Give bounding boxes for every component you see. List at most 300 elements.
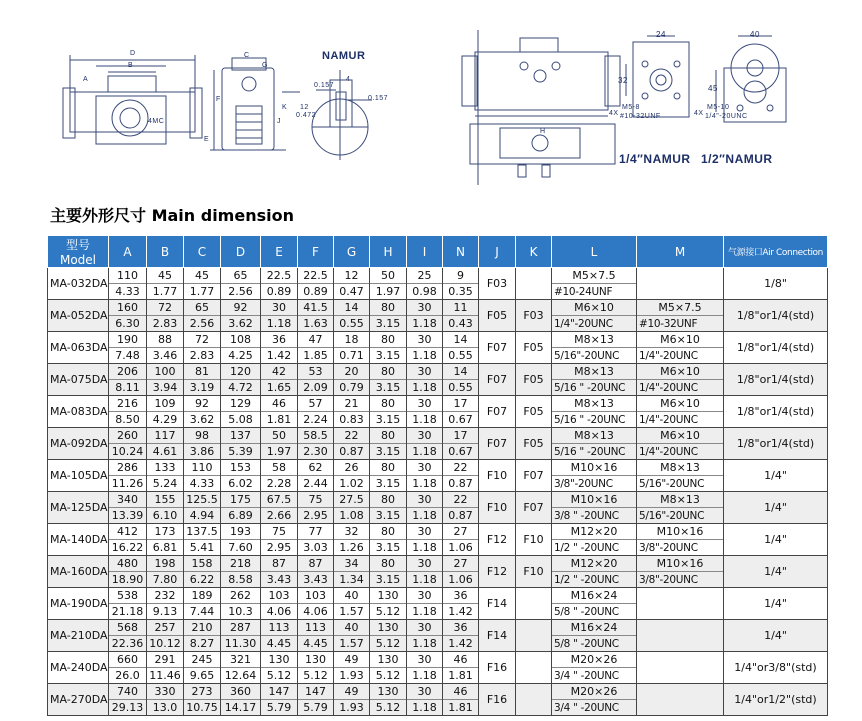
table-row: [48, 588, 828, 604]
mm-value-cell: 75: [261, 524, 298, 540]
mm-value-cell: 20: [334, 364, 370, 380]
dim-j: J: [277, 118, 281, 125]
k-cell: F05: [516, 364, 552, 396]
inch-value-cell: 0.47: [334, 284, 370, 300]
mm-value-cell: 160: [109, 300, 147, 316]
mm-value-cell: 137: [221, 428, 261, 444]
inch-value-cell: 10.75: [184, 700, 221, 716]
mm-value-cell: 740: [109, 684, 147, 700]
inch-value-cell: 10.3: [221, 604, 261, 620]
mm-value-cell: 30: [407, 652, 443, 668]
mm-value-cell: 57: [298, 396, 334, 412]
inch-value-cell: 4.72: [221, 380, 261, 396]
dim-f: F: [216, 96, 221, 103]
header-air-connection: 气源接口Air Connection: [724, 236, 828, 268]
inch-value-cell: 4.33: [109, 284, 147, 300]
mm-value-cell: 46: [443, 652, 479, 668]
l-imperial-cell: 3/8 " -20UNC: [552, 508, 637, 524]
mm-value-cell: 14: [334, 300, 370, 316]
inch-value-cell: 1.18: [407, 572, 443, 588]
inch-value-cell: 5.12: [298, 668, 334, 684]
inch-value-cell: 21.18: [109, 604, 147, 620]
dimension-table: [47, 235, 828, 716]
mm-value-cell: 130: [298, 652, 334, 668]
air-cell: 1/4"or3/8"(std): [724, 652, 828, 684]
l-imperial-cell: 5/16"-20UNC: [552, 348, 637, 364]
mm-value-cell: 25: [407, 268, 443, 284]
table-row: [48, 460, 828, 476]
k-cell: F05: [516, 332, 552, 364]
m-imperial-cell: 1/4"-20UNC: [637, 444, 724, 460]
technical-drawings: [0, 0, 862, 195]
mm-value-cell: 87: [298, 556, 334, 572]
mm-value-cell: 291: [147, 652, 184, 668]
inch-value-cell: 2.44: [298, 476, 334, 492]
inch-value-cell: 29.13: [109, 700, 147, 716]
inch-value-cell: 4.61: [147, 444, 184, 460]
inch-value-cell: 1.93: [334, 700, 370, 716]
dim-0157b: 0.157: [368, 95, 389, 102]
m-imperial-cell: 5/16"-20UNC: [637, 476, 724, 492]
mm-value-cell: 36: [261, 332, 298, 348]
mm-value-cell: 130: [261, 652, 298, 668]
mm-value-cell: 41.5: [298, 300, 334, 316]
dim-4mc: 4MC: [148, 118, 165, 125]
mm-value-cell: 210: [184, 620, 221, 636]
air-cell: 1/4"or1/2"(std): [724, 684, 828, 716]
j-cell: F10: [479, 460, 516, 492]
mm-value-cell: 50: [261, 428, 298, 444]
air-cell: 1/8"or1/4(std): [724, 300, 828, 332]
inch-value-cell: 1.81: [443, 668, 479, 684]
m-imperial-cell: 1/4"-20UNC: [637, 348, 724, 364]
half-namur-label: 1/2″NAMUR: [701, 152, 773, 166]
inch-value-cell: 5.12: [370, 636, 407, 652]
k-cell: [516, 684, 552, 716]
table-header-row: [48, 236, 828, 268]
table-row-inch: [48, 572, 828, 588]
l-imperial-cell: 3/8"-20UNC: [552, 476, 637, 492]
table-row: [48, 396, 828, 412]
mm-value-cell: 113: [261, 620, 298, 636]
inch-value-cell: 4.06: [298, 604, 334, 620]
inch-value-cell: 0.55: [443, 380, 479, 396]
inch-value-cell: 6.89: [221, 508, 261, 524]
l-metric-cell: M20×26: [552, 684, 637, 700]
mm-value-cell: 21: [334, 396, 370, 412]
mm-value-cell: 137.5: [184, 524, 221, 540]
k-cell: F10: [516, 524, 552, 556]
inch-value-cell: 1.81: [443, 700, 479, 716]
k-cell: F07: [516, 492, 552, 524]
inch-value-cell: 3.15: [370, 444, 407, 460]
mm-value-cell: 321: [221, 652, 261, 668]
inch-value-cell: 0.67: [443, 444, 479, 460]
m-imperial-cell: 1/4"-20UNC: [637, 380, 724, 396]
inch-value-cell: 0.89: [261, 284, 298, 300]
model-cell: MA-270DA: [48, 684, 109, 716]
l-metric-cell: M8×13: [552, 332, 637, 348]
m-cell: [637, 268, 724, 300]
m-metric-cell: M5×7.5: [637, 300, 724, 316]
inch-value-cell: 0.55: [334, 316, 370, 332]
header-model: 型号Model: [48, 236, 109, 268]
mm-value-cell: 108: [221, 332, 261, 348]
mm-value-cell: 273: [184, 684, 221, 700]
inch-value-cell: 0.71: [334, 348, 370, 364]
mm-value-cell: 47: [298, 332, 334, 348]
l-imperial-cell: 5/16 " -20UNC: [552, 444, 637, 460]
inch-value-cell: 8.58: [221, 572, 261, 588]
inch-value-cell: 14.17: [221, 700, 261, 716]
inch-value-cell: 6.02: [221, 476, 261, 492]
table-row-inch: [48, 412, 828, 428]
inch-value-cell: 26.0: [109, 668, 147, 684]
mm-value-cell: 206: [109, 364, 147, 380]
mm-value-cell: 92: [221, 300, 261, 316]
inch-value-cell: 2.56: [221, 284, 261, 300]
header-d: D: [221, 236, 261, 268]
mm-value-cell: 80: [370, 364, 407, 380]
mm-value-cell: 109: [147, 396, 184, 412]
mm-value-cell: 30: [407, 460, 443, 476]
inch-value-cell: 8.11: [109, 380, 147, 396]
j-cell: F07: [479, 364, 516, 396]
mm-value-cell: 14: [443, 332, 479, 348]
mm-value-cell: 49: [334, 652, 370, 668]
mm-value-cell: 330: [147, 684, 184, 700]
mm-value-cell: 40: [334, 620, 370, 636]
inch-value-cell: 4.29: [147, 412, 184, 428]
k-cell: F05: [516, 428, 552, 460]
model-cell: MA-240DA: [48, 652, 109, 684]
table-row: [48, 524, 828, 540]
dim-0472: 0.472: [296, 112, 317, 119]
inch-value-cell: 10.12: [147, 636, 184, 652]
mm-value-cell: 80: [370, 524, 407, 540]
header-n: N: [443, 236, 479, 268]
inch-value-cell: 3.15: [370, 508, 407, 524]
j-cell: F07: [479, 332, 516, 364]
inch-value-cell: 1.57: [334, 604, 370, 620]
mm-value-cell: 34: [334, 556, 370, 572]
table-row: [48, 300, 828, 316]
mm-value-cell: 113: [298, 620, 334, 636]
inch-value-cell: 3.62: [221, 316, 261, 332]
dim-e: E: [204, 136, 210, 143]
mm-value-cell: 158: [184, 556, 221, 572]
k-cell: F07: [516, 460, 552, 492]
mm-value-cell: 80: [370, 556, 407, 572]
inch-value-cell: 1.18: [407, 540, 443, 556]
inch-value-cell: 2.30: [298, 444, 334, 460]
mm-value-cell: 30: [407, 428, 443, 444]
model-cell: MA-032DA: [48, 268, 109, 300]
header-m: M: [637, 236, 724, 268]
inch-value-cell: 6.22: [184, 572, 221, 588]
mm-value-cell: 30: [407, 364, 443, 380]
inch-value-cell: 2.24: [298, 412, 334, 428]
inch-value-cell: 13.0: [147, 700, 184, 716]
mm-value-cell: 30: [407, 396, 443, 412]
inch-value-cell: 11.30: [221, 636, 261, 652]
dim-b: B: [128, 62, 134, 69]
inch-value-cell: 3.15: [370, 380, 407, 396]
m-metric-cell: M6×10: [637, 428, 724, 444]
inch-value-cell: 1.18: [407, 604, 443, 620]
m-imperial-cell: 3/8"-20UNC: [637, 540, 724, 556]
l-metric-cell: M16×24: [552, 588, 637, 604]
inch-value-cell: 1.34: [334, 572, 370, 588]
dim-a: A: [83, 76, 89, 83]
inch-value-cell: 0.79: [334, 380, 370, 396]
m-cell: [637, 620, 724, 652]
mm-value-cell: 340: [109, 492, 147, 508]
mm-value-cell: 12: [334, 268, 370, 284]
dim-d: D: [130, 50, 136, 57]
j-cell: F10: [479, 492, 516, 524]
mm-value-cell: 80: [370, 428, 407, 444]
model-cell: MA-052DA: [48, 300, 109, 332]
k-cell: [516, 652, 552, 684]
inch-value-cell: 0.67: [443, 412, 479, 428]
model-cell: MA-125DA: [48, 492, 109, 524]
inch-value-cell: 12.64: [221, 668, 261, 684]
inch-value-cell: 3.43: [298, 572, 334, 588]
mm-value-cell: 153: [221, 460, 261, 476]
mm-value-cell: 45: [147, 268, 184, 284]
j-cell: F03: [479, 268, 516, 300]
j-cell: F14: [479, 620, 516, 652]
l-metric-cell: M10×16: [552, 492, 637, 508]
table-row: [48, 492, 828, 508]
m-metric-cell: M6×10: [637, 396, 724, 412]
k-cell: F03: [516, 300, 552, 332]
inch-value-cell: 1.77: [147, 284, 184, 300]
inch-value-cell: 5.39: [221, 444, 261, 460]
mm-value-cell: 67.5: [261, 492, 298, 508]
inch-value-cell: 2.83: [184, 348, 221, 364]
inch-value-cell: 18.90: [109, 572, 147, 588]
inch-value-cell: 1.97: [370, 284, 407, 300]
l-metric-cell: M8×13: [552, 364, 637, 380]
inch-value-cell: 0.87: [443, 508, 479, 524]
j-cell: F07: [479, 428, 516, 460]
mm-value-cell: 98: [184, 428, 221, 444]
dim-40: 40: [750, 30, 760, 39]
inch-value-cell: 3.19: [184, 380, 221, 396]
inch-value-cell: 1.18: [407, 700, 443, 716]
inch-value-cell: 10.24: [109, 444, 147, 460]
table-row-inch: [48, 348, 828, 364]
m-cell: [637, 652, 724, 684]
mm-value-cell: 286: [109, 460, 147, 476]
l-metric-cell: M10×16: [552, 460, 637, 476]
mm-value-cell: 147: [261, 684, 298, 700]
inch-value-cell: 7.44: [184, 604, 221, 620]
inch-value-cell: 3.62: [184, 412, 221, 428]
header-k: K: [516, 236, 552, 268]
l-metric-cell: M6×10: [552, 300, 637, 316]
dim-k: K: [282, 104, 288, 111]
inch-value-cell: 9.65: [184, 668, 221, 684]
mm-value-cell: 22.5: [298, 268, 334, 284]
mm-value-cell: 538: [109, 588, 147, 604]
mm-value-cell: 22.5: [261, 268, 298, 284]
inch-value-cell: 1.63: [298, 316, 334, 332]
inch-value-cell: 4.45: [298, 636, 334, 652]
table-row: [48, 428, 828, 444]
mm-value-cell: 26: [334, 460, 370, 476]
mm-value-cell: 30: [407, 524, 443, 540]
inch-value-cell: 11.26: [109, 476, 147, 492]
mm-value-cell: 27: [443, 524, 479, 540]
m-metric-cell: M8×13: [637, 492, 724, 508]
m-metric-cell: M6×10: [637, 364, 724, 380]
k-cell: [516, 268, 552, 300]
inch-value-cell: 1.18: [407, 508, 443, 524]
air-cell: 1/8": [724, 268, 828, 300]
inch-value-cell: 3.15: [370, 348, 407, 364]
mm-value-cell: 77: [298, 524, 334, 540]
dim-h: H: [540, 128, 546, 135]
inch-value-cell: 1.77: [184, 284, 221, 300]
inch-value-cell: 5.12: [370, 604, 407, 620]
inch-value-cell: 0.98: [407, 284, 443, 300]
mm-value-cell: 50: [370, 268, 407, 284]
mm-value-cell: 14: [443, 364, 479, 380]
mm-value-cell: 53: [298, 364, 334, 380]
inch-value-cell: 0.43: [443, 316, 479, 332]
mm-value-cell: 155: [147, 492, 184, 508]
dim-32: 32: [618, 76, 628, 85]
mm-value-cell: 257: [147, 620, 184, 636]
header-f: F: [298, 236, 334, 268]
dim-c: C: [244, 52, 250, 59]
inch-value-cell: 0.55: [443, 348, 479, 364]
inch-value-cell: 1.42: [261, 348, 298, 364]
k-cell: F05: [516, 396, 552, 428]
mm-value-cell: 27.5: [334, 492, 370, 508]
l-imperial-cell: 1/2 " -20UNC: [552, 540, 637, 556]
inch-value-cell: 5.24: [147, 476, 184, 492]
inch-value-cell: 2.95: [298, 508, 334, 524]
inch-value-cell: 1.06: [443, 540, 479, 556]
l-metric-cell: M5×7.5: [552, 268, 637, 284]
inch-value-cell: 1.18: [407, 412, 443, 428]
inch-value-cell: 4.94: [184, 508, 221, 524]
air-cell: 1/8"or1/4(std): [724, 396, 828, 428]
model-cell: MA-140DA: [48, 524, 109, 556]
mm-value-cell: 480: [109, 556, 147, 572]
inch-value-cell: 2.56: [184, 316, 221, 332]
dim-0157a: 0.157: [314, 82, 335, 89]
j-cell: F12: [479, 556, 516, 588]
mm-value-cell: 42: [261, 364, 298, 380]
model-cell: MA-105DA: [48, 460, 109, 492]
model-cell: MA-075DA: [48, 364, 109, 396]
mm-value-cell: 88: [147, 332, 184, 348]
inch-value-cell: 2.83: [147, 316, 184, 332]
m-cell: [637, 588, 724, 620]
inch-value-cell: 1.57: [334, 636, 370, 652]
l-imperial-cell: 3/4 " -20UNC: [552, 700, 637, 716]
inch-value-cell: 1.18: [261, 316, 298, 332]
table-row-inch: [48, 540, 828, 556]
mm-value-cell: 110: [109, 268, 147, 284]
inch-value-cell: 3.86: [184, 444, 221, 460]
inch-value-cell: 3.15: [370, 476, 407, 492]
mm-value-cell: 360: [221, 684, 261, 700]
mm-value-cell: 30: [261, 300, 298, 316]
mm-value-cell: 72: [184, 332, 221, 348]
mm-value-cell: 92: [184, 396, 221, 412]
mm-value-cell: 80: [370, 300, 407, 316]
table-body: [48, 268, 828, 716]
l-metric-cell: M20×26: [552, 652, 637, 668]
mm-value-cell: 193: [221, 524, 261, 540]
inch-value-cell: 1.85: [298, 348, 334, 364]
inch-value-cell: 3.15: [370, 316, 407, 332]
l-imperial-cell: 5/16 " -20UNC: [552, 412, 637, 428]
l-metric-cell: M16×24: [552, 620, 637, 636]
dim-24: 24: [656, 30, 666, 39]
air-cell: 1/4": [724, 556, 828, 588]
thread-quarter-a: 4X: [609, 110, 619, 117]
mm-value-cell: 58.5: [298, 428, 334, 444]
mm-value-cell: 30: [407, 556, 443, 572]
mm-value-cell: 45: [184, 268, 221, 284]
mm-value-cell: 22: [443, 460, 479, 476]
inch-value-cell: 3.03: [298, 540, 334, 556]
mm-value-cell: 11: [443, 300, 479, 316]
table-row-inch: [48, 316, 828, 332]
l-metric-cell: M8×13: [552, 396, 637, 412]
air-cell: 1/8"or1/4(std): [724, 364, 828, 396]
mm-value-cell: 80: [370, 396, 407, 412]
thread-quarter-c: #10-32UNF: [620, 113, 661, 120]
mm-value-cell: 117: [147, 428, 184, 444]
inch-value-cell: 0.89: [298, 284, 334, 300]
inch-value-cell: 8.50: [109, 412, 147, 428]
inch-value-cell: 3.15: [370, 412, 407, 428]
mm-value-cell: 65: [184, 300, 221, 316]
mm-value-cell: 36: [443, 620, 479, 636]
air-cell: 1/8"or1/4(std): [724, 428, 828, 460]
mm-value-cell: 30: [407, 492, 443, 508]
inch-value-cell: 6.81: [147, 540, 184, 556]
inch-value-cell: 6.10: [147, 508, 184, 524]
thread-half-b: M5-10: [707, 104, 730, 111]
inch-value-cell: 3.94: [147, 380, 184, 396]
mm-value-cell: 80: [370, 492, 407, 508]
inch-value-cell: 3.15: [370, 572, 407, 588]
mm-value-cell: 120: [221, 364, 261, 380]
mm-value-cell: 218: [221, 556, 261, 572]
inch-value-cell: 8.27: [184, 636, 221, 652]
model-cell: MA-210DA: [48, 620, 109, 652]
header-l: L: [552, 236, 637, 268]
inch-value-cell: 1.18: [407, 476, 443, 492]
inch-value-cell: 4.06: [261, 604, 298, 620]
table-row-inch: [48, 444, 828, 460]
mm-value-cell: 32: [334, 524, 370, 540]
thread-half-c: 1/4"-20UNC: [705, 113, 748, 120]
mm-value-cell: 198: [147, 556, 184, 572]
k-cell: F10: [516, 556, 552, 588]
inch-value-cell: 0.35: [443, 284, 479, 300]
inch-value-cell: 5.12: [261, 668, 298, 684]
